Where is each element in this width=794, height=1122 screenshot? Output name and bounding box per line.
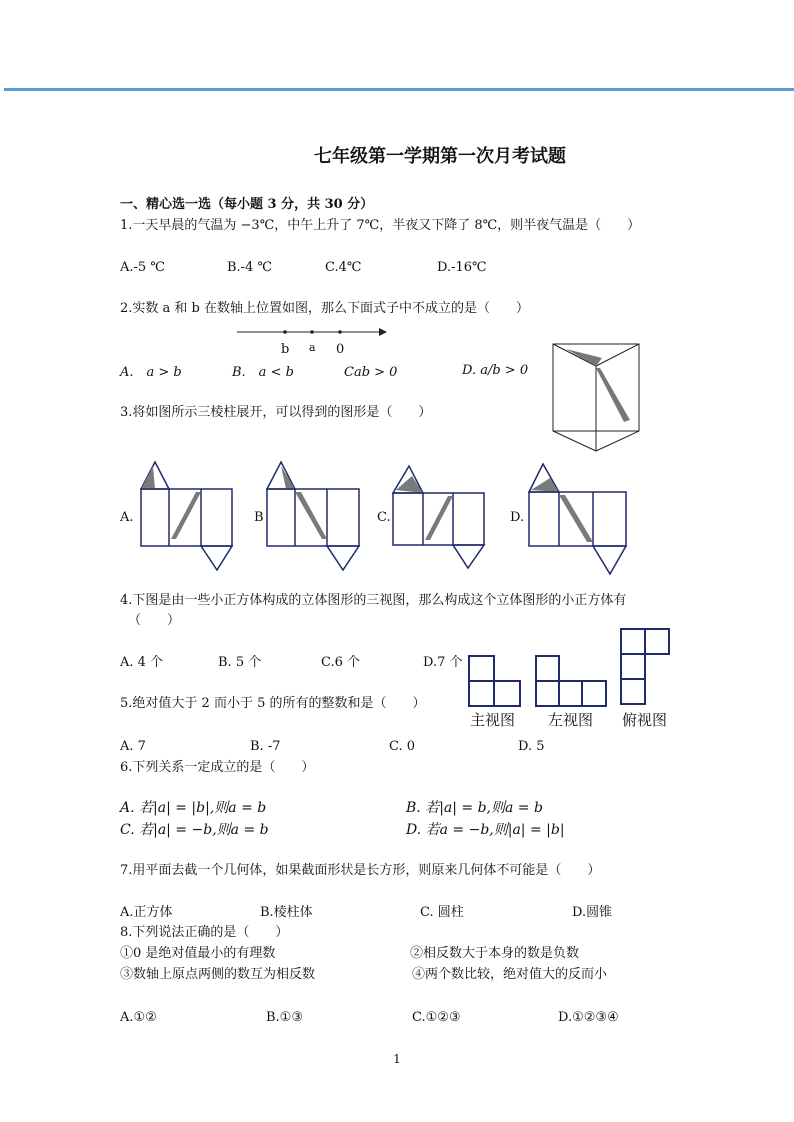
front-view-label: 主视图 bbox=[470, 711, 516, 729]
q4-stem-line1: 4.下图是由一些小正方体构成的立体图形的三视图，那么构成这个立体图形的小正方体有 bbox=[120, 593, 627, 608]
three-views-figure bbox=[468, 627, 674, 707]
q2-option-d: D. a/b > 0 bbox=[462, 363, 529, 378]
q3-option-a-label: A. bbox=[120, 510, 134, 525]
q8-statement-3: ③数轴上原点两侧的数互为相反数 bbox=[120, 967, 316, 982]
net-option-b bbox=[266, 462, 362, 572]
q7-stem: 7.用平面去截一个几何体，如果截面形状是长方形，则原来几何体不可能是（ ） bbox=[120, 863, 601, 878]
q4-option-d: D.7 个 bbox=[423, 655, 463, 670]
q3-option-d-label: D. bbox=[510, 510, 525, 525]
q5-option-a: A. 7 bbox=[120, 739, 146, 754]
q3-stem: 3.将如图所示三棱柱展开，可以得到的图形是（ ） bbox=[120, 405, 432, 420]
q4-stem-line2: （ ） bbox=[128, 613, 181, 628]
q1-option-a: A.-5 ℃ bbox=[120, 260, 165, 275]
q7-option-d: D.圆锥 bbox=[572, 905, 613, 920]
q8-statement-4: ④两个数比较，绝对值大的反而小 bbox=[412, 967, 608, 982]
q5-stem: 5.绝对值大于 2 而小于 5 的所有的整数和是（ ） bbox=[120, 696, 426, 711]
page-number: 1 bbox=[393, 1052, 401, 1066]
q2-stem: 2.实数 a 和 b 在数轴上位置如图，那么下面式子中不成立的是（ ） bbox=[120, 301, 530, 316]
q4-option-b: B. 5 个 bbox=[218, 655, 262, 670]
q6-option-a: A. 若|a| = |b|,则a = b bbox=[120, 800, 267, 816]
q6-stem: 6.下列关系一定成立的是（ ） bbox=[120, 760, 315, 775]
q8-option-b: B.①③ bbox=[266, 1010, 303, 1025]
q8-option-a: A.①② bbox=[120, 1010, 157, 1025]
q8-statement-2: ②相反数大于本身的数是负数 bbox=[410, 946, 580, 961]
q1-stem: 1.一天早晨的气温为 −3℃，中午上升了 7℃，半夜又下降了 8℃，则半夜气温是（ ） bbox=[120, 218, 641, 233]
q8-option-c: C.①②③ bbox=[412, 1010, 461, 1025]
q8-option-d: D.①②③④ bbox=[558, 1010, 619, 1025]
q1-option-b: B.-4 ℃ bbox=[227, 260, 273, 275]
net-option-d bbox=[528, 462, 628, 576]
q7-option-b: B.棱柱体 bbox=[260, 905, 313, 920]
q7-option-c: C. 圆柱 bbox=[420, 905, 464, 920]
top-view-label: 俯视图 bbox=[622, 711, 668, 729]
q3-option-c-label: C. bbox=[377, 510, 391, 525]
q7-option-a: A.正方体 bbox=[120, 905, 173, 920]
axis-label-zero: 0 bbox=[336, 342, 345, 357]
triangular-prism-figure bbox=[552, 344, 642, 452]
header-rule bbox=[4, 88, 794, 91]
q6-option-d: D. 若a = −b,则|a| = |b| bbox=[406, 822, 565, 838]
page-title: 七年级第一学期第一次月考试题 bbox=[314, 146, 566, 167]
left-view-label: 左视图 bbox=[548, 711, 594, 729]
q6-option-c: C. 若|a| = −b,则a = b bbox=[120, 822, 269, 838]
q1-option-c: C.4℃ bbox=[325, 260, 362, 275]
net-option-c bbox=[392, 462, 488, 572]
q6-option-b: B. 若|a| = b,则a = b bbox=[406, 800, 543, 816]
q4-option-c: C.6 个 bbox=[321, 655, 361, 670]
q5-option-b: B. -7 bbox=[250, 739, 281, 754]
number-line bbox=[237, 322, 397, 362]
axis-label-a: a bbox=[309, 341, 316, 354]
q2-option-c: Cab > 0 bbox=[344, 365, 398, 380]
q5-option-c: C. 0 bbox=[389, 739, 416, 754]
q2-option-b: B. a < b bbox=[232, 365, 294, 380]
q8-statement-1: ①0 是绝对值最小的有理数 bbox=[120, 946, 276, 961]
section-heading: 一、精心选一选（每小题 3 分，共 30 分） bbox=[120, 197, 374, 212]
q4-option-a: A. 4 个 bbox=[120, 655, 164, 670]
q1-option-d: D.-16℃ bbox=[437, 260, 487, 275]
q2-option-a: A. a > b bbox=[120, 365, 182, 380]
q3-option-b-label: B bbox=[254, 510, 264, 525]
q5-option-d: D. 5 bbox=[518, 739, 545, 754]
net-option-a bbox=[140, 462, 236, 572]
q8-stem: 8.下列说法正确的是（ ） bbox=[120, 925, 289, 940]
axis-label-b: b bbox=[281, 342, 290, 357]
